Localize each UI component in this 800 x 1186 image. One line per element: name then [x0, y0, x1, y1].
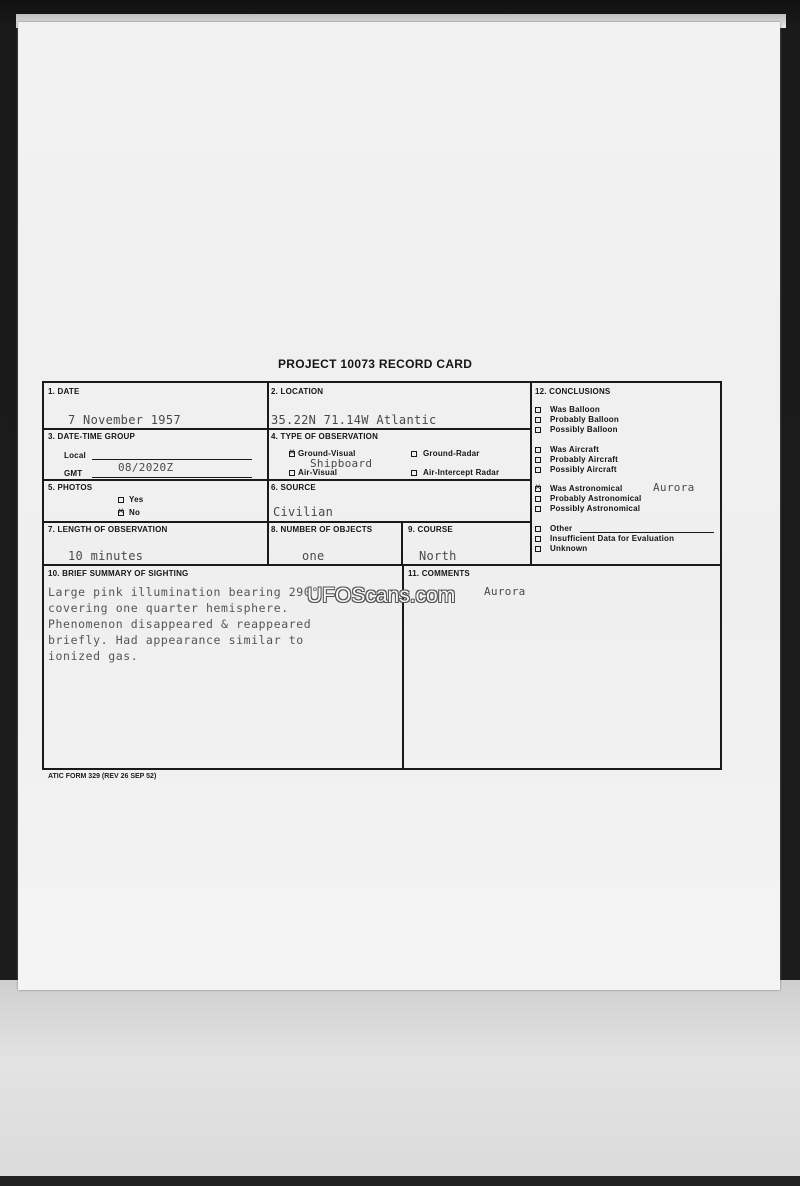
- photos-yes-checkbox[interactable]: [118, 497, 124, 503]
- photos-label: 5. PHOTOS: [48, 483, 93, 492]
- shipboard-overtype: Shipboard: [310, 457, 373, 470]
- number-of-objects-value: one: [302, 549, 325, 563]
- other-label: Other: [550, 524, 573, 533]
- location-value: 35.22N 71.14W Atlantic: [271, 413, 437, 427]
- watermark: UFOScans.com: [307, 584, 456, 607]
- gmt-underline: [92, 477, 252, 478]
- was-aircraft-label: Was Aircraft: [550, 445, 599, 454]
- insufficient-data-label: Insufficient Data for Evaluation: [550, 534, 675, 543]
- divider-row-1: [44, 428, 530, 430]
- divider-row-3: [44, 521, 530, 523]
- summary-label: 10. BRIEF SUMMARY OF SIGHTING: [48, 569, 189, 578]
- local-label: Local: [64, 451, 86, 460]
- card-title: PROJECT 10073 RECORD CARD: [278, 357, 473, 371]
- summary-line-1: Large pink illumination bearing 290°: [48, 585, 319, 599]
- photos-yes-label: Yes: [129, 495, 144, 504]
- ground-visual-checkbox[interactable]: [289, 451, 295, 457]
- astronomical-note: Aurora: [653, 481, 695, 494]
- other-underline: [580, 532, 714, 533]
- comments-value: Aurora: [484, 585, 526, 598]
- photos-no-checkbox[interactable]: [118, 510, 124, 516]
- probably-aircraft-checkbox[interactable]: [535, 457, 541, 463]
- possibly-astronomical-checkbox[interactable]: [535, 506, 541, 512]
- source-label: 6. SOURCE: [271, 483, 316, 492]
- summary-line-4: briefly. Had appearance similar to: [48, 633, 304, 647]
- other-checkbox[interactable]: [535, 526, 541, 532]
- ground-radar-label: Ground-Radar: [423, 449, 480, 458]
- probably-balloon-label: Probably Balloon: [550, 415, 619, 424]
- summary-line-3: Phenomenon disappeared & reappeared: [48, 617, 312, 631]
- course-label: 9. COURSE: [408, 525, 453, 534]
- date-value: 7 November 1957: [68, 413, 181, 427]
- photos-no-label: No: [129, 508, 141, 517]
- possibly-balloon-checkbox[interactable]: [535, 427, 541, 433]
- unknown-checkbox[interactable]: [535, 546, 541, 552]
- was-astronomical-checkbox[interactable]: [535, 486, 541, 492]
- air-visual-label: Air-Visual: [298, 468, 338, 477]
- insufficient-data-checkbox[interactable]: [535, 536, 541, 542]
- location-label: 2. LOCATION: [271, 387, 324, 396]
- air-intercept-radar-checkbox[interactable]: [411, 470, 417, 476]
- conclusions-label: 12. CONCLUSIONS: [535, 387, 611, 396]
- next-page-strip: [0, 980, 800, 1186]
- probably-balloon-checkbox[interactable]: [535, 417, 541, 423]
- form-identifier: ATIC FORM 329 (REV 26 SEP 52): [48, 773, 157, 780]
- comments-label: 11. COMMENTS: [408, 569, 470, 578]
- number-of-objects-label: 8. NUMBER OF OBJECTS: [271, 525, 373, 534]
- probably-astronomical-checkbox[interactable]: [535, 496, 541, 502]
- summary-line-2: covering one quarter hemisphere.: [48, 601, 289, 615]
- source-value: Civilian: [273, 505, 334, 519]
- was-astronomical-label: Was Astronomical: [550, 484, 623, 493]
- course-value: North: [419, 549, 457, 563]
- unknown-label: Unknown: [550, 544, 588, 553]
- ground-radar-checkbox[interactable]: [411, 451, 417, 457]
- possibly-balloon-label: Possibly Balloon: [550, 425, 618, 434]
- record-card: [42, 381, 722, 770]
- gmt-value: 08/2020Z: [118, 461, 174, 474]
- type-of-observation-label: 4. TYPE OF OBSERVATION: [271, 432, 379, 441]
- scan-bottom-edge: [0, 1176, 800, 1186]
- divider-col-1: [267, 383, 269, 564]
- possibly-astronomical-label: Possibly Astronomical: [550, 504, 641, 513]
- was-aircraft-checkbox[interactable]: [535, 447, 541, 453]
- divider-col-2: [530, 383, 532, 564]
- divider-row-4: [44, 564, 720, 566]
- was-balloon-label: Was Balloon: [550, 405, 600, 414]
- probably-aircraft-label: Probably Aircraft: [550, 455, 619, 464]
- date-time-group-label: 3. DATE-TIME GROUP: [48, 432, 136, 441]
- was-balloon-checkbox[interactable]: [535, 407, 541, 413]
- air-visual-checkbox[interactable]: [289, 470, 295, 476]
- ground-visual-label: Ground-Visual: [298, 449, 356, 458]
- air-intercept-radar-label: Air-Intercept Radar: [423, 468, 500, 477]
- possibly-aircraft-checkbox[interactable]: [535, 467, 541, 473]
- local-underline: [92, 459, 252, 460]
- length-of-observation-label: 7. LENGTH OF OBSERVATION: [48, 525, 168, 534]
- possibly-aircraft-label: Possibly Aircraft: [550, 465, 617, 474]
- divider-col-3: [401, 521, 403, 564]
- divider-row-2: [44, 479, 530, 481]
- gmt-label: GMT: [64, 469, 83, 478]
- date-label: 1. DATE: [48, 387, 80, 396]
- probably-astronomical-label: Probably Astronomical: [550, 494, 642, 503]
- summary-line-5: ionized gas.: [48, 649, 139, 663]
- length-of-observation-value: 10 minutes: [68, 549, 144, 563]
